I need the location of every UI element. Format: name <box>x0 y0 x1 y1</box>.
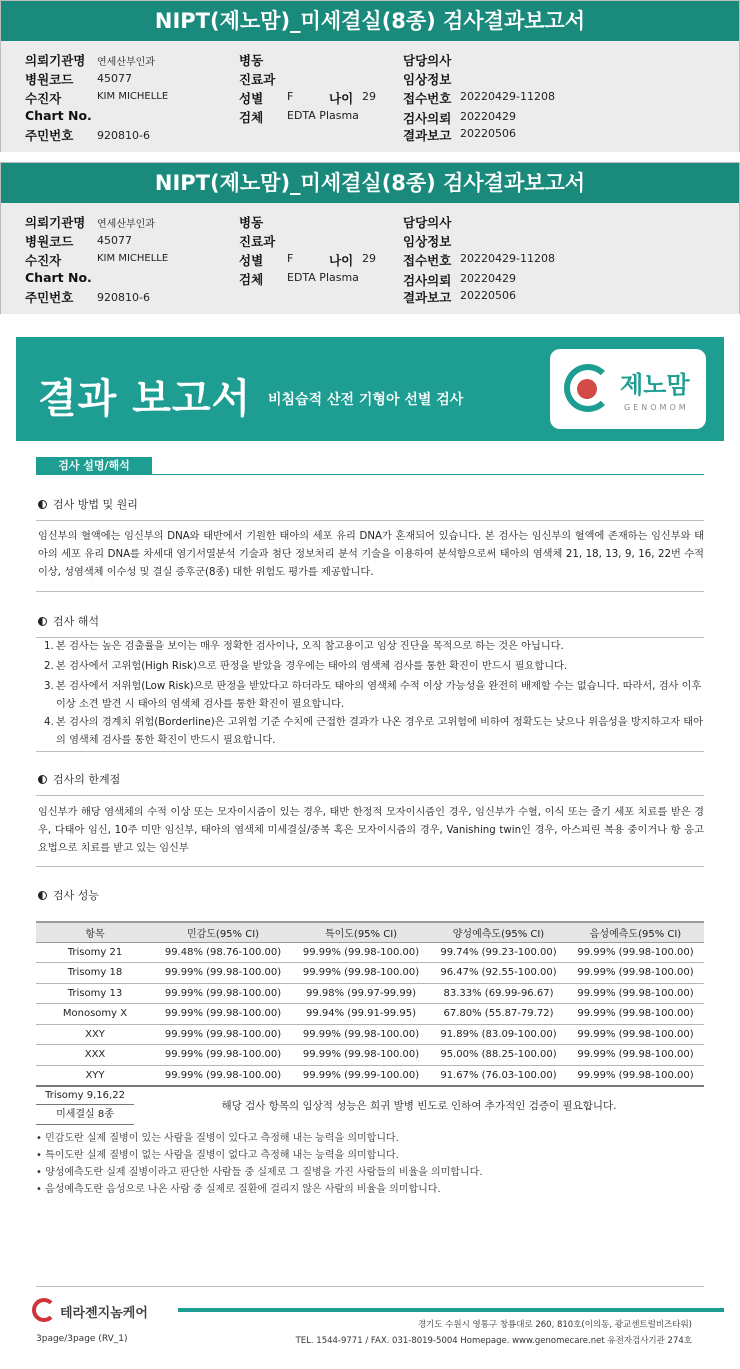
receipt-no-value: 20220429-11208 <box>460 90 555 103</box>
table-row <box>36 983 704 1004</box>
logo-flower-icon <box>577 379 597 399</box>
receipt-no-value: 20220429-11208 <box>460 252 555 265</box>
department-label: 진료과 <box>239 72 276 87</box>
table-row <box>36 1065 704 1086</box>
table-row <box>36 963 704 984</box>
limitations-heading <box>38 771 120 787</box>
item-text: 본 검사에서 고위험(High Risk)으로 판정을 받았을 경우에는 태아의 염색체 검사를 통한 확진이 반드시 필요합니다. <box>56 661 568 672</box>
hospital-code-value: 45077 <box>97 72 132 85</box>
specimen-label: 검체 <box>239 110 264 125</box>
table-cell: Trisomy 21 <box>36 942 154 963</box>
banner-subtitle: 비침습적 산전 기형아 선별 검사 <box>268 392 464 408</box>
divider <box>36 751 704 752</box>
receipt-no-label: 접수번호 <box>403 91 452 106</box>
method-text: 임신부의 혈액에는 임신부의 DNA와 태반에서 기원한 태아의 세포 유리 DNA가 혼재되어 있습니다. 본 검사는 임신부의 혈액에 존재하는 임신부와 태아의 세포 유리 DNA를 차세대 염기서열분석 기술과 첨단 정보처리 분석 기술을 이용하여 분석함으로써 태아의 염색체 21, 18, 13, 9, 16, 22번 수적 이상, 성염색체 이수성 및 결실 증후군(8종) 대한 위험도 평가를 제공합니다. <box>38 531 704 578</box>
extra-items-note: 해당 검사 항목의 임상적 성능은 희귀 발병 빈도로 인하여 추가적인 검증이 필요합니다. <box>134 1086 704 1126</box>
interpretation-heading <box>38 613 99 629</box>
column-header: 양성예측도(95% CI) <box>430 922 567 942</box>
table-cell: 99.99% (99.98-100.00) <box>567 1045 704 1066</box>
table-cell: 83.33% (69.99-96.67) <box>430 983 567 1004</box>
table-cell: 99.99% (99.98-100.00) <box>154 1024 292 1045</box>
column-header: 민감도(95% CI) <box>154 922 292 942</box>
sex-label: 성별 <box>239 253 264 268</box>
table-row <box>36 942 704 963</box>
request-date-label: 검사의뢰 <box>403 111 452 126</box>
report-date-label: 결과보고 <box>403 128 452 143</box>
interpretation-heading-text: 검사 해석 <box>53 615 100 628</box>
table-cell: 91.67% (76.03-100.00) <box>430 1065 567 1086</box>
logo-brand-ko: 제노맘 <box>620 371 690 399</box>
table-cell: 99.94% (99.91-99.95) <box>292 1004 430 1025</box>
limitations-text: 임신부가 해당 염색체의 수적 이상 또는 모자이시즘이 있는 경우, 태반 한정적 모자이시즘인 경우, 임신부가 수혈, 이식 또는 줄기 세포 치료를 받은 경우, 다태아 임신, 10주 미만 임신부, 태아의 염색체 미세결실/중복 혹은 모자이시즘의 경우, Vanishing twin인 경우, 아스피린 복용 중이거나 항 응고 요법으로 치료를 받고 있는 임신부 <box>38 807 704 854</box>
divider <box>36 795 704 796</box>
report-header-2 <box>0 162 740 314</box>
method-heading-text: 검사 방법 및 원리 <box>53 498 138 511</box>
hospital-code-label: 병원코드 <box>25 234 74 249</box>
table-cell: 99.99% (99.98-100.00) <box>567 1024 704 1045</box>
age-value: 29 <box>362 252 376 265</box>
specimen-value: EDTA Plasma <box>287 271 359 284</box>
institution-label: 의뢰기관명 <box>25 53 86 68</box>
banner-title: 결과 보고서 <box>38 376 252 422</box>
table-cell: 99.74% (99.23-100.00) <box>430 942 567 963</box>
report-title: NIPT(제노맘)_미세결실(8종) 검사결과보고서 <box>1 1 739 41</box>
table-row <box>36 1045 704 1066</box>
company-logo-icon <box>32 1298 56 1322</box>
doctor-label: 담당의사 <box>403 53 452 68</box>
column-header: 음성예측도(95% CI) <box>567 922 704 942</box>
section-tab: 검사 설명/해석 <box>36 457 152 475</box>
logo-brand-en: GENOMOM <box>624 403 689 412</box>
table-cell: 96.47% (92.55-100.00) <box>430 963 567 984</box>
half-circle-icon <box>38 891 47 900</box>
table-cell: 99.99% (99.98-100.00) <box>292 1024 430 1045</box>
column-header: 항목 <box>36 922 154 942</box>
report-date-value: 20220506 <box>460 127 516 140</box>
item-text: 본 검사는 높은 검출률을 보이는 매우 정확한 검사이나, 오직 참고용이고 임상 진단을 목적으로 하는 것은 아닙니다. <box>56 641 564 652</box>
specimen-value: EDTA Plasma <box>287 109 359 122</box>
company-name: 테라젠지놈케어 <box>60 1306 148 1321</box>
report-title: NIPT(제노맘)_미세결실(8종) 검사결과보고서 <box>1 163 739 203</box>
institution-value: 연세산부인과 <box>97 219 155 230</box>
institution-label: 의뢰기관명 <box>25 215 86 230</box>
sex-value: F <box>287 252 294 265</box>
table-cell: 99.99% (99.98-100.00) <box>567 1004 704 1025</box>
table-cell: XXX <box>36 1045 154 1066</box>
footer-divider <box>36 1286 704 1287</box>
section-divider <box>36 474 704 475</box>
table-cell: 67.80% (55.87-79.72) <box>430 1004 567 1025</box>
table-cell: 99.99% (99.98-100.00) <box>292 1045 430 1066</box>
patient-value: KIM MICHELLE <box>97 253 169 264</box>
item-number: 1. <box>44 641 54 652</box>
page-number: 3page/3page (RV_1) <box>36 1334 128 1344</box>
genomom-logo <box>550 349 706 429</box>
sex-label: 성별 <box>239 91 264 106</box>
table-cell: 99.99% (99.98-100.00) <box>154 1004 292 1025</box>
table-cell: 95.00% (88.25-100.00) <box>430 1045 567 1066</box>
patient-info <box>1 41 739 152</box>
hospital-code-value: 45077 <box>97 234 132 247</box>
resident-no-value: 920810-6 <box>97 291 150 304</box>
request-date-value: 20220429 <box>460 110 516 123</box>
definition-notes <box>36 1130 704 1198</box>
table-cell: 91.89% (83.09-100.00) <box>430 1024 567 1045</box>
performance-heading-text: 검사 성능 <box>53 889 100 902</box>
item-text: 본 검사의 경계치 위험(Borderline)은 고위험 기준 수치에 근접한 결과가 나온 경우로 고위험에 비하여 정확도는 낮으나 위음성을 방지하고자 태아의 염색체 검사를 통한 확진이 반드시 필요합니다. <box>56 717 703 746</box>
table-cell: 99.99% (99.98-100.00) <box>154 1045 292 1066</box>
report-date-value: 20220506 <box>460 289 516 302</box>
ward-label: 병동 <box>239 53 264 68</box>
divider <box>36 591 704 592</box>
note-line: • 양성예측도란 실제 질병이라고 판단한 사람들 중 실제로 그 질병을 가진 사람들의 비율을 의미합니다. <box>36 1167 483 1178</box>
request-date-label: 검사의뢰 <box>403 273 452 288</box>
table-cell: 99.99% (99.98-100.00) <box>154 1065 292 1086</box>
chart-no-label: Chart No. <box>25 270 92 285</box>
patient-value: KIM MICHELLE <box>97 91 169 102</box>
table-cell: 99.48% (98.76-100.00) <box>154 942 292 963</box>
item-text: 본 검사에서 저위험(Low Risk)으로 판정을 받았다고 하더라도 태아의 염색체 수적 이상 가능성을 완전히 배제할 수는 없습니다. 따라서, 검사 이후 이상 소견 발견 시 태아의 염색체 검사를 통한 확진이 필요합니다. <box>56 681 702 710</box>
item-number: 3. <box>44 681 54 692</box>
patient-label: 수진자 <box>25 253 62 268</box>
table-cell: 99.99% (99.98-100.00) <box>567 983 704 1004</box>
table-cell: 99.99% (99.98-100.00) <box>154 983 292 1004</box>
company-address: 경기도 수원시 영통구 창룡대로 260, 810호(이의동, 광교센트럴비즈타워) <box>417 1320 692 1330</box>
table-header-row <box>36 922 704 942</box>
receipt-no-label: 접수번호 <box>403 253 452 268</box>
trisomy-extra-label: Trisomy 9,16,22 <box>36 1086 134 1105</box>
table-cell: 99.99% (99.98-100.00) <box>567 963 704 984</box>
half-circle-icon <box>38 775 47 784</box>
performance-table <box>36 921 704 1087</box>
table-row <box>36 1004 704 1025</box>
specimen-label: 검체 <box>239 272 264 287</box>
half-circle-icon <box>38 617 47 626</box>
clinical-info-label: 임상정보 <box>403 234 452 249</box>
sex-value: F <box>287 90 294 103</box>
footer-accent-bar <box>178 1308 724 1312</box>
table-cell: 99.99% (99.98-100.00) <box>567 942 704 963</box>
resident-no-value: 920810-6 <box>97 129 150 142</box>
item-number: 2. <box>44 661 54 672</box>
report-header-1 <box>0 0 740 152</box>
table-cell: XYY <box>36 1065 154 1086</box>
method-heading <box>38 496 138 512</box>
table-cell: 99.99% (99.98-100.00) <box>292 942 430 963</box>
performance-heading <box>38 887 99 903</box>
patient-label: 수진자 <box>25 91 62 106</box>
patient-info <box>1 203 739 314</box>
table-cell: XXY <box>36 1024 154 1045</box>
microdeletion-label: 미세결실 8종 <box>36 1105 134 1125</box>
department-label: 진료과 <box>239 234 276 249</box>
limitations-heading-text: 검사의 한계점 <box>53 773 121 786</box>
divider <box>36 520 704 521</box>
note-line: • 특이도란 실제 질병이 없는 사람을 질병이 없다고 측정해 내는 능력을 의미합니다. <box>36 1150 399 1161</box>
table-cell: Monosomy X <box>36 1004 154 1025</box>
age-value: 29 <box>362 90 376 103</box>
age-label: 나이 <box>329 91 354 106</box>
clinical-info-label: 임상정보 <box>403 72 452 87</box>
institution-value: 연세산부인과 <box>97 57 155 68</box>
request-date-value: 20220429 <box>460 272 516 285</box>
extra-items-cell <box>36 1086 134 1126</box>
half-circle-icon <box>38 500 47 509</box>
table-cell: 99.99% (99.99-100.00) <box>292 1065 430 1086</box>
doctor-label: 담당의사 <box>403 215 452 230</box>
table-row <box>36 1024 704 1045</box>
report-date-label: 결과보고 <box>403 290 452 305</box>
note-line: • 음성예측도란 음성으로 나온 사람 중 실제로 질환에 걸리지 않은 사람의 비율을 의미합니다. <box>36 1184 441 1195</box>
resident-no-label: 주민번호 <box>25 128 74 143</box>
note-line: • 민감도란 실제 질병이 있는 사람을 질병이 있다고 측정해 내는 능력을 의미합니다. <box>36 1133 399 1144</box>
resident-no-label: 주민번호 <box>25 290 74 305</box>
company-contact: TEL. 1544-9771 / FAX. 031-8019-5004 Homepage. www.genomecare.net 유전자검사기관 274호 <box>295 1336 692 1346</box>
chart-no-label: Chart No. <box>25 108 92 123</box>
age-label: 나이 <box>329 253 354 268</box>
divider <box>36 866 704 867</box>
table-cell: 99.99% (99.98-100.00) <box>154 963 292 984</box>
item-number: 4. <box>44 717 54 728</box>
report-banner <box>16 337 724 441</box>
table-cell: Trisomy 13 <box>36 983 154 1004</box>
table-cell: Trisomy 18 <box>36 963 154 984</box>
table-cell: 99.99% (99.98-100.00) <box>567 1065 704 1086</box>
hospital-code-label: 병원코드 <box>25 72 74 87</box>
ward-label: 병동 <box>239 215 264 230</box>
column-header: 특이도(95% CI) <box>292 922 430 942</box>
table-cell: 99.99% (99.98-100.00) <box>292 963 430 984</box>
table-cell: 99.98% (99.97-99.99) <box>292 983 430 1004</box>
